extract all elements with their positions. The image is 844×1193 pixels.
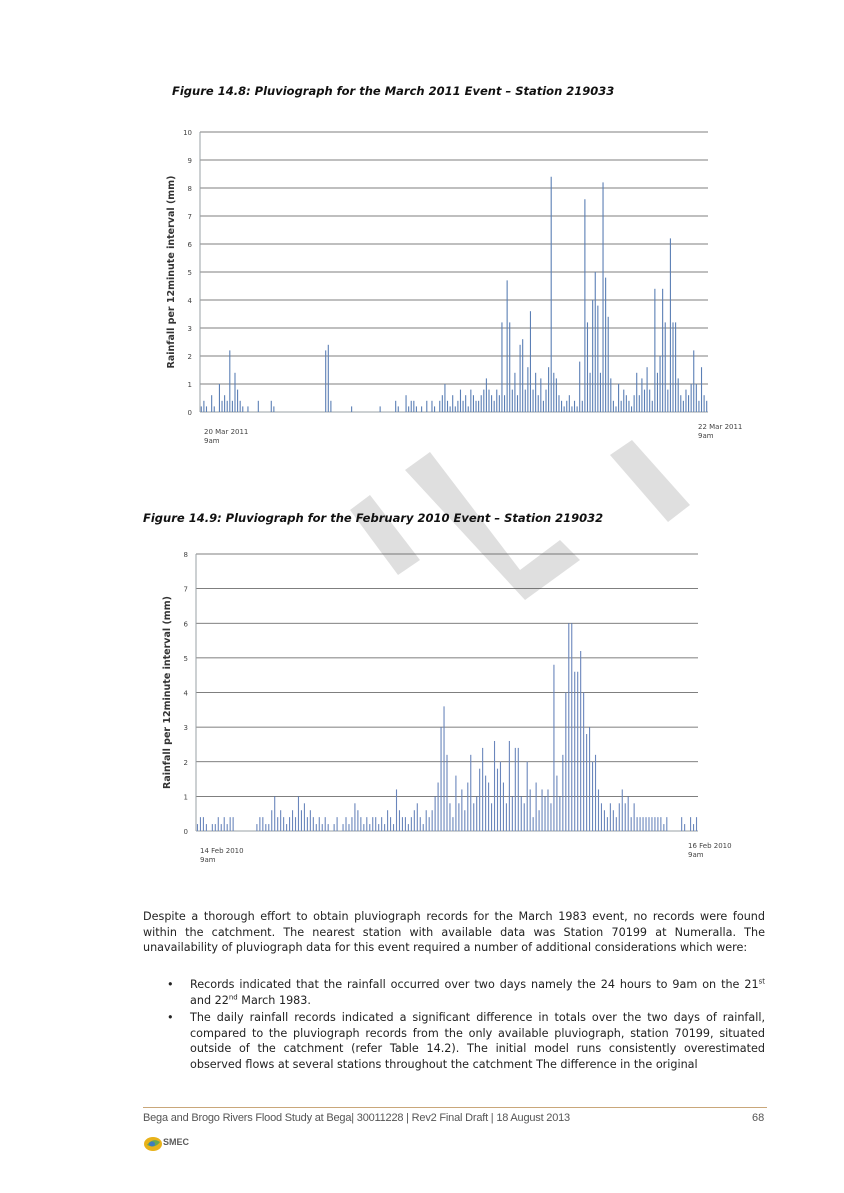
chart-1-end-label: 22 Mar 2011 [698, 423, 743, 431]
bullet-1-text-a: Records indicated that the rainfall occurred over two days namely the 24 hours to 9am on the 21 [190, 978, 759, 991]
chart-1-start-label: 20 Mar 2011 [204, 428, 249, 436]
chart-2-ylabel: Rainfall per 12minute interval (mm) [162, 596, 173, 789]
chart-1-ytick-label: 2 [187, 353, 192, 361]
chart-2-ytick-label: 0 [183, 828, 188, 836]
bullet-2-text: The daily rainfall records indicated a significant difference in totals over the two days of rainfall, compared to the pluviograph records from the only available pluviograph, station 70199, situated outside of the catchment (refer Table 14.2). The initial model runs consistently overestimated observed flows at several stations throughout the catchment The difference in the original [190, 1011, 765, 1071]
bullet-1-text-b: and 22 [190, 993, 229, 1007]
chart-1-ytick-label: 1 [187, 381, 192, 389]
page-number: 68 [752, 1112, 765, 1124]
bullet-1-sup-b: nd [228, 992, 238, 1001]
chart-2-end-label: 9am [688, 851, 704, 859]
chart-1-ylabel: Rainfall per 12minute interval (mm) [166, 175, 177, 369]
chart-2-ytick-label: 5 [183, 654, 188, 663]
chart-2-ytick-label: 4 [183, 689, 188, 698]
chart-2-ytick-label: 3 [183, 724, 188, 733]
chart-2-ytick-label: 1 [183, 793, 188, 802]
chart-1-start-label: 9am [204, 437, 220, 445]
pluviograph-chart-1-svg [158, 115, 758, 460]
chart-1-end-label: 9am [698, 432, 714, 440]
figure-caption-1: Figure 14.8: Pluviograph for the March 2011 Event – Station 219033 [172, 84, 615, 98]
bullet-icon: • [167, 978, 174, 991]
chart-1-ytick-label: 0 [187, 409, 192, 417]
chart-2-ytick-label: 8 [183, 551, 188, 559]
footer-text: Bega and Brogo Rivers Flood Study at Bega| 30011228 | Rev2 Final Draft | 18 August 2013 [143, 1112, 570, 1124]
chart-1-ytick-label: 6 [187, 241, 192, 249]
chart-1-ytick-label: 10 [183, 129, 192, 137]
chart-2-ytick-label: 7 [183, 585, 188, 594]
chart-2-end-label: 16 Feb 2010 [688, 842, 732, 850]
bullet-1-text-c: March 1983. [237, 993, 311, 1007]
chart-1-ytick-label: 7 [187, 213, 192, 221]
pluviograph-chart-2-svg [158, 542, 758, 867]
bullet-icon: • [167, 1011, 174, 1024]
list-item [143, 1010, 765, 1072]
chart-2-ytick-label: 6 [183, 620, 188, 629]
chart-2-start-label: 14 Feb 2010 [200, 847, 244, 855]
list-item [143, 977, 765, 1008]
chart-1-ytick-label: 4 [187, 297, 192, 305]
chart-2-start-label: 9am [200, 856, 216, 864]
chart-2-ytick-label: 2 [183, 758, 188, 767]
footer-rule [143, 1107, 767, 1108]
figure-caption-2: Figure 14.9: Pluviograph for the February 2010 Event – Station 219032 [143, 511, 604, 525]
pluviograph-chart-1 [158, 115, 758, 460]
chart-1-ytick-label: 3 [187, 325, 192, 333]
body-paragraph: Despite a thorough effort to obtain pluviograph records for the March 1983 event, no records were found within the catchment. The nearest station with available data was Station 70199 at Numeralla. The unavailability of pluviograph data for this event required a number of additional considerations which were: [143, 910, 765, 954]
chart-1-ytick-label: 9 [187, 157, 192, 165]
smec-logo-text: SMEC [163, 1137, 190, 1147]
chart-1-ytick-label: 5 [187, 269, 192, 277]
pluviograph-chart-2 [158, 542, 758, 867]
bullet-1-sup-a: st [758, 977, 765, 986]
chart-1-ytick-label: 8 [187, 185, 192, 193]
consideration-list [143, 977, 765, 1074]
